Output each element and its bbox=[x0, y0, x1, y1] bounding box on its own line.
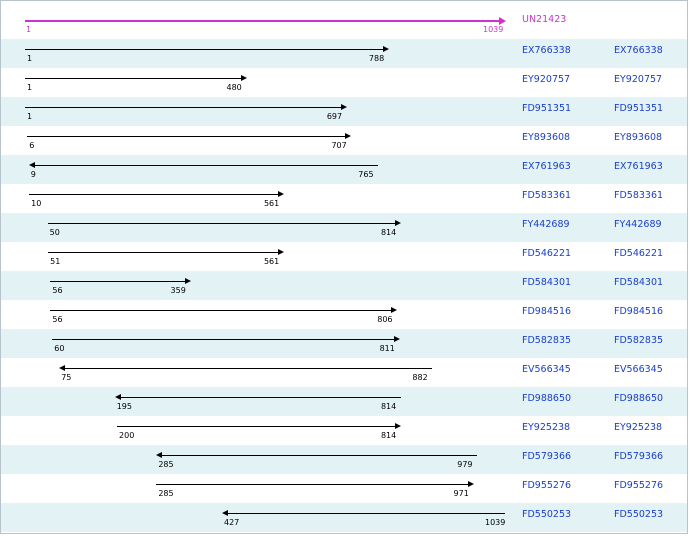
hit-accession-link[interactable]: FD546221 bbox=[522, 248, 572, 259]
hit-accession-link[interactable]: FD582835 bbox=[522, 335, 572, 346]
alignment-row[interactable] bbox=[1, 474, 687, 503]
hit-accession-link[interactable]: EY893608 bbox=[522, 132, 571, 143]
hit-accession-link-alt[interactable]: EX766338 bbox=[614, 45, 663, 56]
hit-end-coord: 359 bbox=[170, 286, 186, 295]
alignment-bar[interactable] bbox=[25, 107, 342, 108]
hit-end-coord: 811 bbox=[379, 344, 395, 353]
hit-accession-link-alt[interactable]: EY920757 bbox=[614, 74, 663, 85]
hit-accession-link[interactable]: FD550253 bbox=[522, 509, 572, 520]
alignment-bar[interactable] bbox=[117, 426, 396, 427]
hit-start-coord: 10 bbox=[31, 199, 42, 208]
alignment-bar[interactable] bbox=[48, 223, 396, 224]
alignment-bar[interactable] bbox=[156, 484, 468, 485]
hit-end-coord: 561 bbox=[263, 199, 280, 208]
alignment-bar[interactable] bbox=[227, 513, 505, 514]
hit-start-coord: 56 bbox=[52, 286, 63, 295]
hit-end-coord: 1039 bbox=[485, 518, 506, 527]
hit-end-coord: 814 bbox=[380, 431, 397, 440]
hit-accession-link[interactable]: FD984516 bbox=[522, 306, 572, 317]
hit-accession-link-alt[interactable]: FD988650 bbox=[614, 393, 664, 404]
hit-accession-link[interactable]: FD583361 bbox=[522, 190, 572, 201]
alignment-row[interactable] bbox=[1, 416, 687, 445]
hit-start-coord: 51 bbox=[50, 257, 61, 266]
hit-end-coord: 788 bbox=[368, 54, 385, 63]
alignment-row[interactable] bbox=[1, 39, 687, 68]
alignment-bar[interactable] bbox=[25, 78, 242, 79]
hit-accession-link-alt[interactable]: FD579366 bbox=[614, 451, 664, 462]
alignment-row[interactable] bbox=[1, 445, 687, 474]
hit-accession-link[interactable]: EY920757 bbox=[522, 74, 571, 85]
hit-accession-link-alt[interactable]: FD582835 bbox=[614, 335, 664, 346]
hit-accession-link-alt[interactable]: EY925238 bbox=[614, 422, 663, 433]
hit-start-coord: 6 bbox=[29, 141, 35, 150]
hit-accession-link[interactable]: EV566345 bbox=[522, 364, 571, 375]
query-start-coord: 1 bbox=[26, 25, 32, 34]
hit-accession-link-alt[interactable]: FD955276 bbox=[614, 480, 664, 491]
alignment-row[interactable] bbox=[1, 242, 687, 271]
alignment-bar[interactable] bbox=[34, 165, 379, 166]
hit-accession-link-alt[interactable]: FD951351 bbox=[614, 103, 664, 114]
hit-accession-link-alt[interactable]: FD546221 bbox=[614, 248, 664, 259]
alignment-row[interactable] bbox=[1, 126, 687, 155]
hit-accession-link-alt[interactable]: FD584301 bbox=[614, 277, 664, 288]
hit-accession-link-alt[interactable]: EV566345 bbox=[614, 364, 663, 375]
alignment-row[interactable] bbox=[1, 155, 687, 184]
hit-end-coord: 697 bbox=[326, 112, 343, 121]
hit-end-coord: 882 bbox=[412, 373, 428, 382]
hit-end-coord: 814 bbox=[380, 228, 397, 237]
alignment-row[interactable] bbox=[1, 300, 687, 329]
hit-accession-link-alt[interactable]: FD583361 bbox=[614, 190, 664, 201]
hit-end-coord: 561 bbox=[263, 257, 280, 266]
hit-accession-link[interactable]: FD988650 bbox=[522, 393, 572, 404]
hit-start-coord: 1 bbox=[27, 54, 33, 63]
alignment-row[interactable] bbox=[1, 387, 687, 416]
hit-accession-link[interactable]: FD579366 bbox=[522, 451, 572, 462]
hit-accession-link-alt[interactable]: FD984516 bbox=[614, 306, 664, 317]
hit-accession-link[interactable]: FD955276 bbox=[522, 480, 572, 491]
hit-accession-link-alt[interactable]: EX761963 bbox=[614, 161, 663, 172]
query-label: UN21423 bbox=[522, 14, 567, 25]
query-end-coord: 1039 bbox=[483, 25, 504, 34]
alignment-bar[interactable] bbox=[27, 136, 346, 137]
alignment-bar[interactable] bbox=[120, 397, 401, 398]
hit-start-coord: 75 bbox=[61, 373, 72, 382]
hit-end-coord: 707 bbox=[331, 141, 347, 150]
hit-start-coord: 1 bbox=[27, 83, 33, 92]
alignment-row[interactable] bbox=[1, 213, 687, 242]
alignment-bar[interactable] bbox=[48, 252, 279, 253]
hit-accession-link[interactable]: FD951351 bbox=[522, 103, 572, 114]
hit-start-coord: 56 bbox=[52, 315, 63, 324]
hit-end-coord: 480 bbox=[226, 83, 242, 92]
hit-accession-link-alt[interactable]: FD550253 bbox=[614, 509, 664, 520]
hit-accession-link[interactable]: FY442689 bbox=[522, 219, 570, 230]
alignment-bar[interactable] bbox=[64, 368, 432, 369]
alignment-row[interactable] bbox=[1, 358, 687, 387]
alignment-row[interactable] bbox=[1, 503, 687, 532]
alignment-bar[interactable] bbox=[50, 281, 185, 282]
hit-start-coord: 285 bbox=[158, 460, 174, 469]
alignment-bar[interactable] bbox=[161, 455, 477, 456]
hit-accession-link[interactable]: EX761963 bbox=[522, 161, 571, 172]
query-line bbox=[25, 20, 500, 22]
hit-start-coord: 285 bbox=[158, 489, 174, 498]
hit-accession-link[interactable]: EY925238 bbox=[522, 422, 571, 433]
hit-start-coord: 195 bbox=[116, 402, 132, 411]
alignment-bar[interactable] bbox=[29, 194, 279, 195]
hit-end-coord: 979 bbox=[457, 460, 473, 469]
hit-start-coord: 1 bbox=[27, 112, 33, 121]
alignment-bar[interactable] bbox=[50, 310, 392, 311]
hit-accession-link-alt[interactable]: EY893608 bbox=[614, 132, 663, 143]
alignment-row[interactable] bbox=[1, 68, 687, 97]
hit-start-coord: 427 bbox=[223, 518, 240, 527]
hit-start-coord: 50 bbox=[49, 228, 60, 237]
query-track bbox=[1, 9, 687, 38]
hit-accession-link[interactable]: FD584301 bbox=[522, 277, 572, 288]
hit-end-coord: 971 bbox=[453, 489, 469, 498]
alignment-row[interactable] bbox=[1, 184, 687, 213]
alignment-bar[interactable] bbox=[52, 339, 394, 340]
alignment-bar[interactable] bbox=[25, 49, 384, 50]
alignment-row[interactable] bbox=[1, 329, 687, 358]
hit-accession-link[interactable]: EX766338 bbox=[522, 45, 571, 56]
hit-start-coord: 9 bbox=[30, 170, 36, 179]
hit-accession-link-alt[interactable]: FY442689 bbox=[614, 219, 662, 230]
alignment-row[interactable] bbox=[1, 97, 687, 126]
hit-start-coord: 200 bbox=[119, 431, 135, 440]
alignment-row[interactable] bbox=[1, 271, 687, 300]
hit-end-coord: 806 bbox=[377, 315, 393, 324]
query-arrow-right-icon bbox=[499, 17, 506, 25]
hit-end-coord: 765 bbox=[358, 170, 374, 179]
hit-start-coord: 60 bbox=[54, 344, 65, 353]
hit-end-coord: 814 bbox=[380, 402, 397, 411]
